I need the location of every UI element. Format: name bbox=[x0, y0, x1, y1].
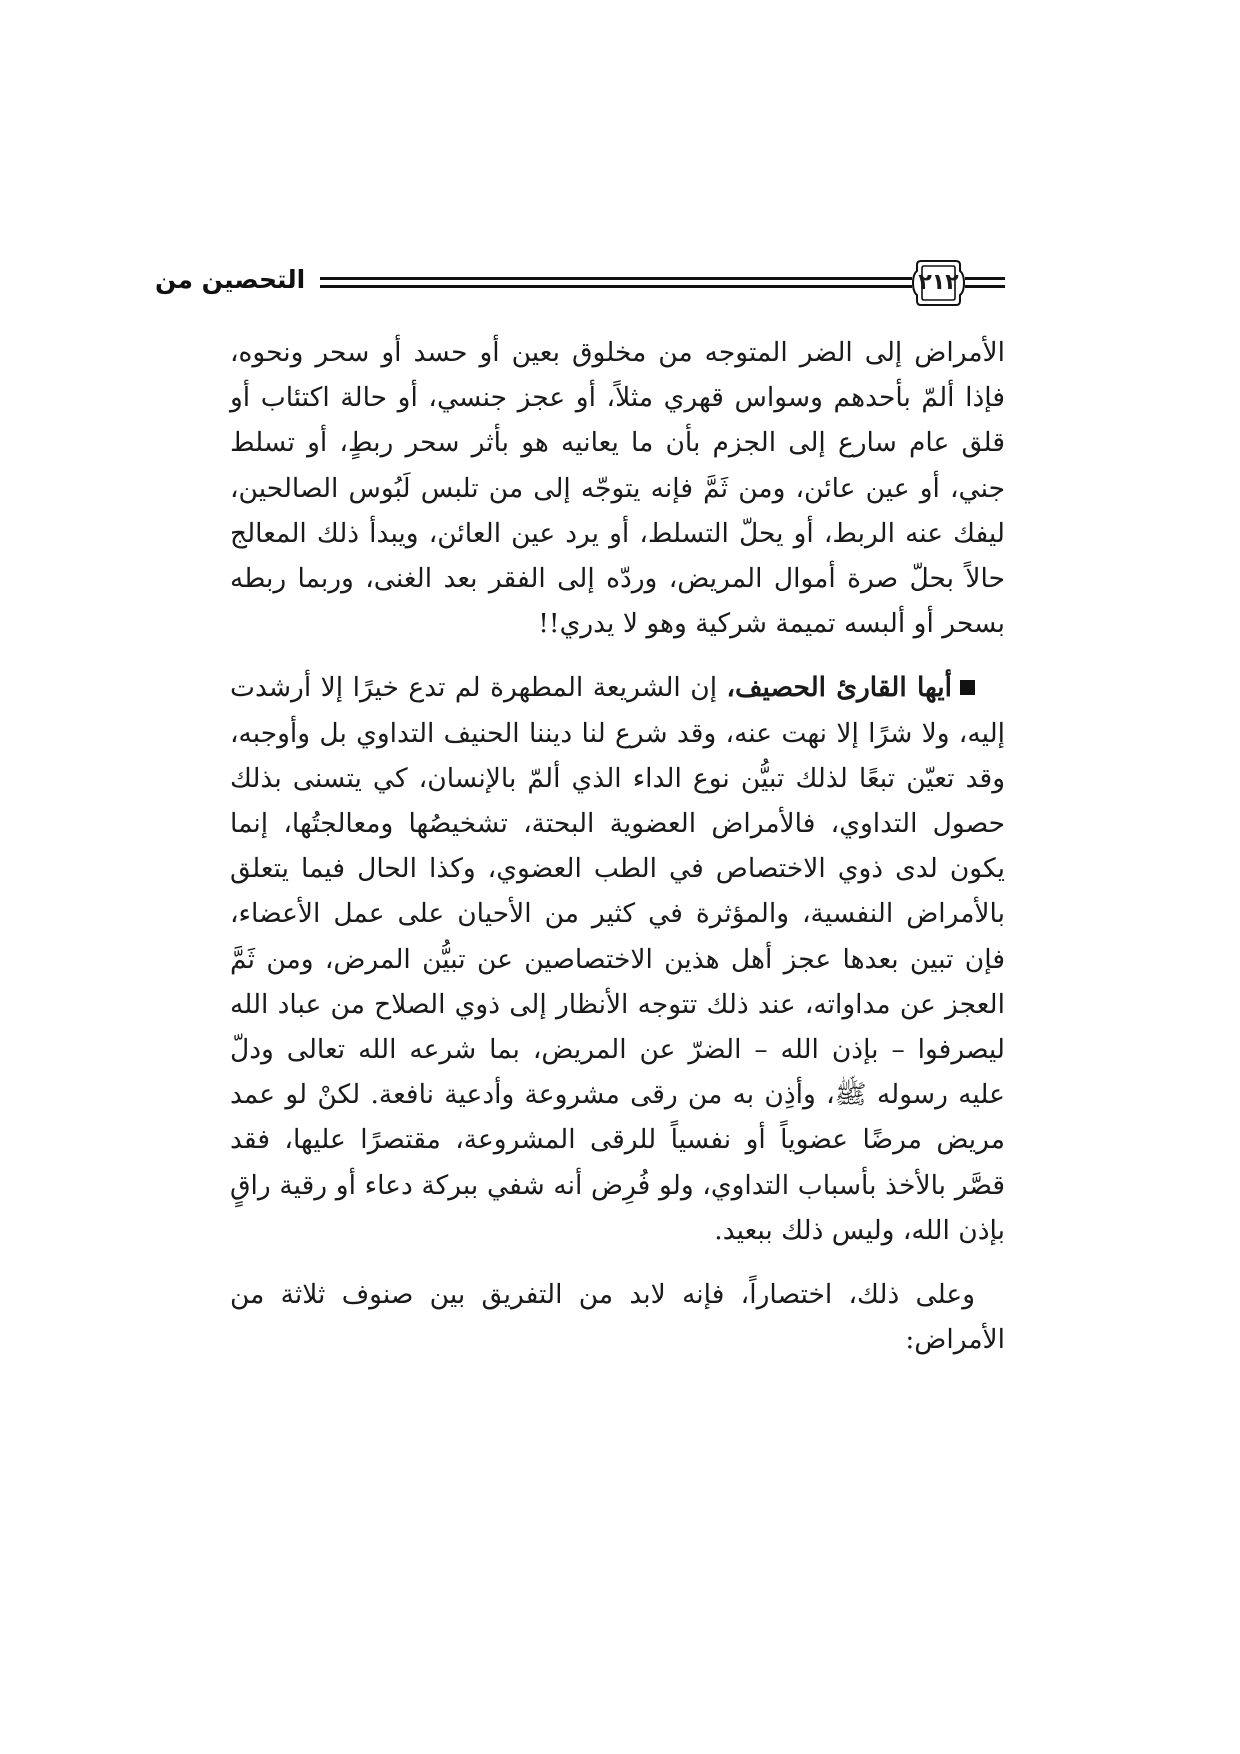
paragraph-3: وعلى ذلك، اختصاراً، فإنه لابد من التفريق بين صنوف ثلاثة من الأمراض: bbox=[230, 1279, 1005, 1356]
page-header bbox=[155, 255, 1005, 311]
header-rule-short bbox=[965, 277, 1005, 288]
paragraph-1: الأمراض إلى الضر المتوجه من مخلوق بعين أو حسد أو سحر ونحوه، فإذا ألمّ بأحدهم وسواس قهري مثلاً، أو عجز جنسي، أو حالة اكتئاب أو قلق عام سارع إلى الجزم بأن ما يعانيه هو بأثر سحر ربطٍ، أو تسلط جني، أو عين عائن، ومن ثَمَّ فإنه يتوجّه إلى من تلبس لَبُوس الصالحين، ليفك عنه الربط، أو يحلّ التسلط، أو يرد عين العائن، ويبدأ ذلك المعالج حالاً بحلّ صرة أموال المريض، وردّه إلى الفقر بعد الغنى، وربما ربطه بسحر أو ألبسه تميمة شركية وهو لا يدري!! bbox=[230, 337, 1005, 640]
body-text bbox=[230, 330, 1005, 1362]
paragraph-2-text: إن الشريعة المطهرة لم تدع خيرًا إلا أرشدت إليه، ولا شرًا إلا نهت عنه، وقد شرع لنا ديننا الحنيف التداوي بل وأوجبه، وقد تعيّن تبعًا لذلك تبيُّن نوع الداء الذي ألمّ بالإنسان، كي يتسنى بذلك حصول التداوي، فالأمراض العضوية البحتة، تشخيصُها ومعالجتُها، إنما يكون لدى ذوي الاختصاص في الطب العضوي، وكذا الحال فيما يتعلق بالأمراض النفسية، والمؤثرة في كثير من الأحيان على عمل الأعضاء، فإن تبين بعدها عجز أهل هذين الاختصاصين عن تبيُّن المرض، ومن ثَمَّ العجز عن مداواته، عند ذلك تتوجه الأنظار إلى ذوي الصلاح من عباد الله ليصرفوا – بإذن الله – الضرّ عن المريض، بما شرعه الله تعالى ودلّ عليه رسوله ﷺ، وأذِن به من رقى مشروعة وأدعية نافعة. لكنْ لو عمد مريض مرضًا عضوياً أو نفسياً للرقى المشروعة، مقتصرًا عليها، فقد قصَّر بالأخذ بأسباب التداوي، ولو فُرِض أنه شفي ببركة دعاء أو رقية راقٍ بإذن الله، وليس ذلك ببعيد. bbox=[230, 672, 1005, 1246]
paragraph-2 bbox=[230, 665, 1005, 1253]
page-number-frame bbox=[912, 257, 965, 309]
running-title: التحصين من bbox=[155, 265, 306, 294]
paragraph-2-lead: أيها القارئ الحصيف، bbox=[726, 672, 952, 704]
header-rule bbox=[320, 277, 912, 288]
square-bullet-icon bbox=[960, 680, 975, 695]
page-number: ٢١٢ bbox=[918, 270, 959, 295]
